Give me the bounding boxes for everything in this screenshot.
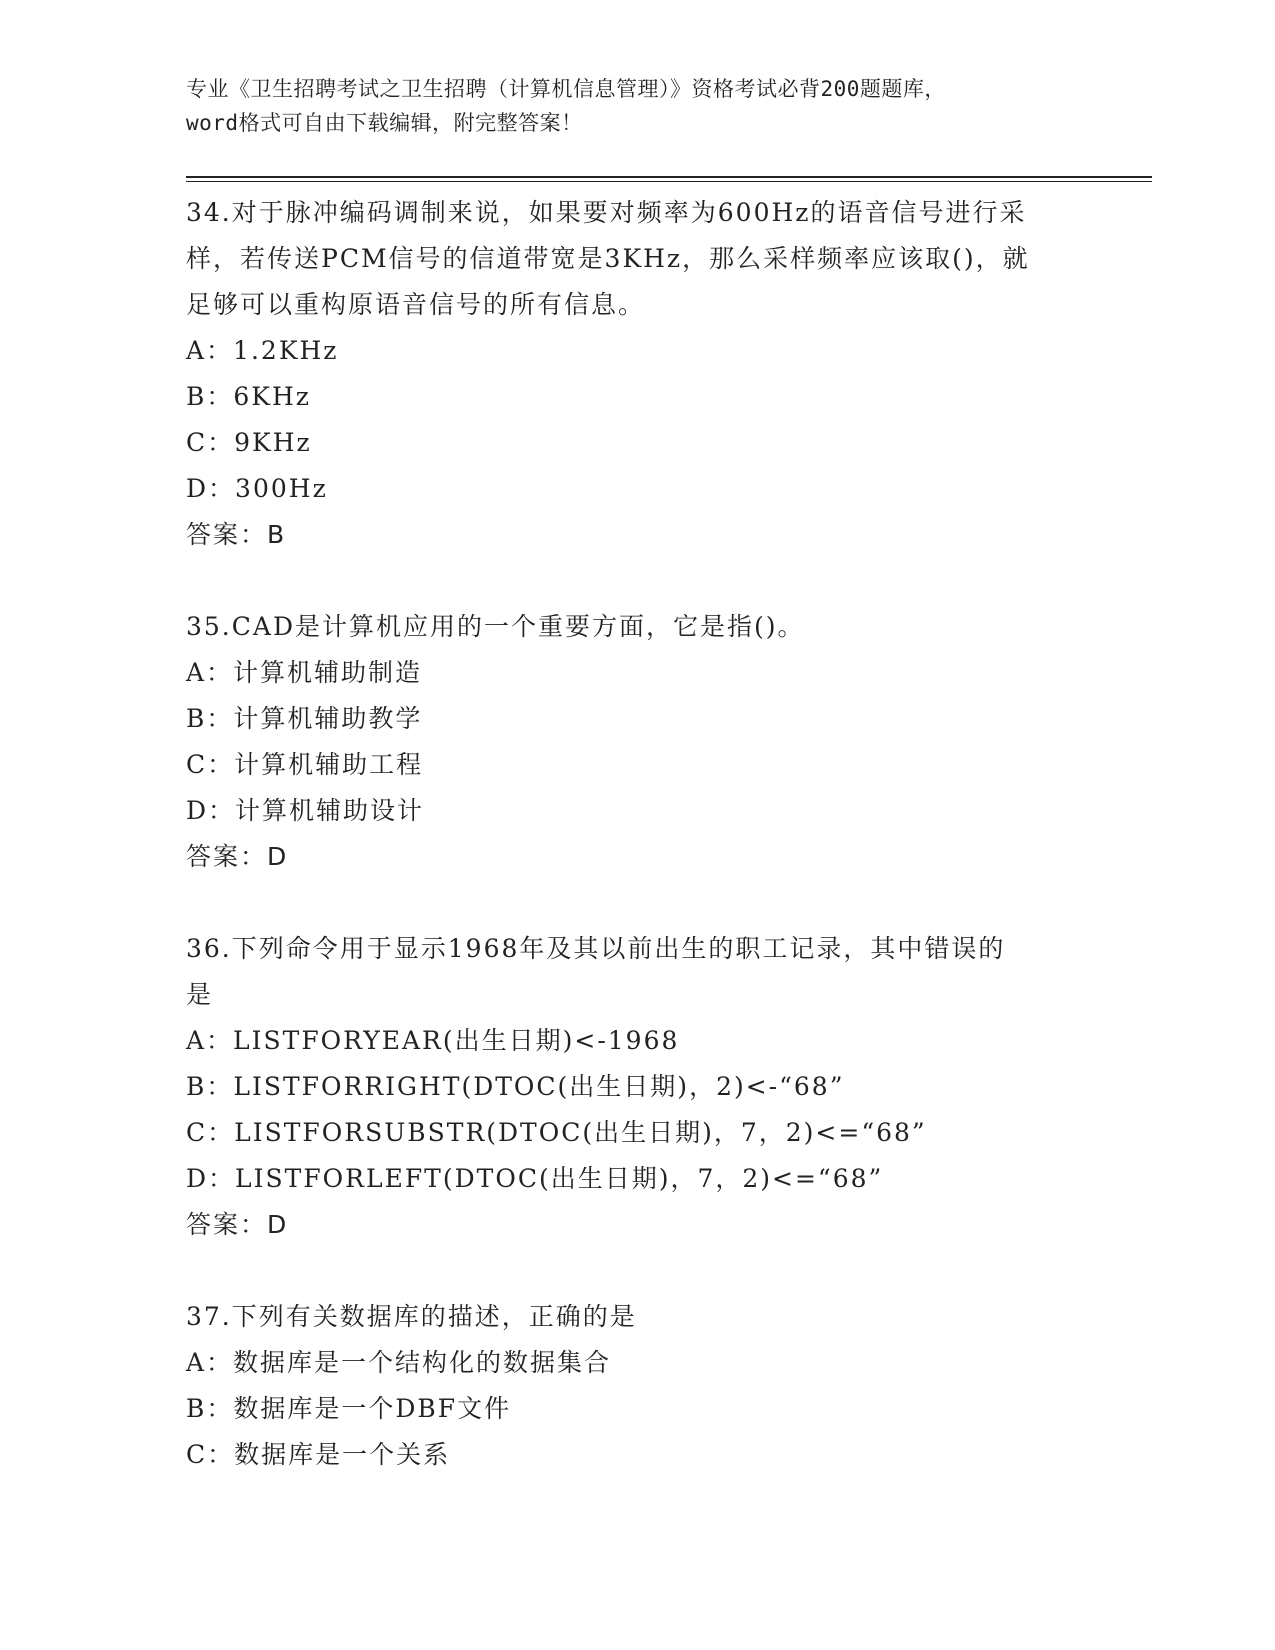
option-b: B：6KHz: [186, 382, 311, 411]
question-list: [186, 190, 1086, 1524]
document-header: [186, 72, 1086, 140]
question-36: [186, 926, 1086, 1248]
option-a: A：LISTFORYEAR(出生日期)<-1968: [186, 1026, 680, 1055]
question-stem: 34.对于脉冲编码调制来说，如果要对频率为600Hz的语音信号进行采: [186, 198, 1027, 227]
answer-line: 答案：D: [186, 1210, 289, 1239]
option-d: D：300Hz: [186, 474, 328, 503]
question-stem: 足够可以重构原语音信号的所有信息。: [186, 290, 646, 319]
question-stem: 37.下列有关数据库的描述，正确的是: [186, 1302, 637, 1331]
header-line-2: word格式可自由下载编辑，附完整答案！: [186, 111, 583, 135]
question-37: [186, 1294, 1086, 1478]
option-a: A：1.2KHz: [186, 336, 339, 365]
header-line-1: 专业《卫生招聘考试之卫生招聘（计算机信息管理）》资格考试必背200题题库，: [186, 77, 946, 101]
option-b: B：计算机辅助教学: [186, 704, 423, 733]
option-b: B：数据库是一个DBF文件: [186, 1394, 512, 1423]
option-c: C：LISTFORSUBSTR(DTOC(出生日期)，7，2)<=“68”: [186, 1118, 927, 1147]
option-d: D：计算机辅助设计: [186, 796, 425, 825]
question-stem: 35.CAD是计算机应用的一个重要方面，它是指()。: [186, 612, 805, 641]
option-b: B：LISTFORRIGHT(DTOC(出生日期)，2)<-“68”: [186, 1072, 845, 1101]
option-a: A：计算机辅助制造: [186, 658, 423, 687]
header-divider-thick: [186, 176, 1152, 178]
question-stem: 样，若传送PCM信号的信道带宽是3KHz，那么采样频率应该取()，就: [186, 244, 1030, 273]
question-stem: 36.下列命令用于显示1968年及其以前出生的职工记录，其中错误的: [186, 934, 1006, 963]
option-d: D：LISTFORLEFT(DTOC(出生日期)，7，2)<=“68”: [186, 1164, 884, 1193]
header-divider-thin: [186, 181, 1152, 182]
question-34: [186, 190, 1086, 558]
question-35: [186, 604, 1086, 880]
option-c: C：9KHz: [186, 428, 312, 457]
question-stem: 是: [186, 980, 214, 1009]
option-c: C：数据库是一个关系: [186, 1440, 451, 1469]
option-a: A：数据库是一个结构化的数据集合: [186, 1348, 612, 1377]
option-c: C：计算机辅助工程: [186, 750, 424, 779]
answer-line: 答案：D: [186, 842, 289, 871]
answer-line: 答案：B: [186, 520, 287, 549]
